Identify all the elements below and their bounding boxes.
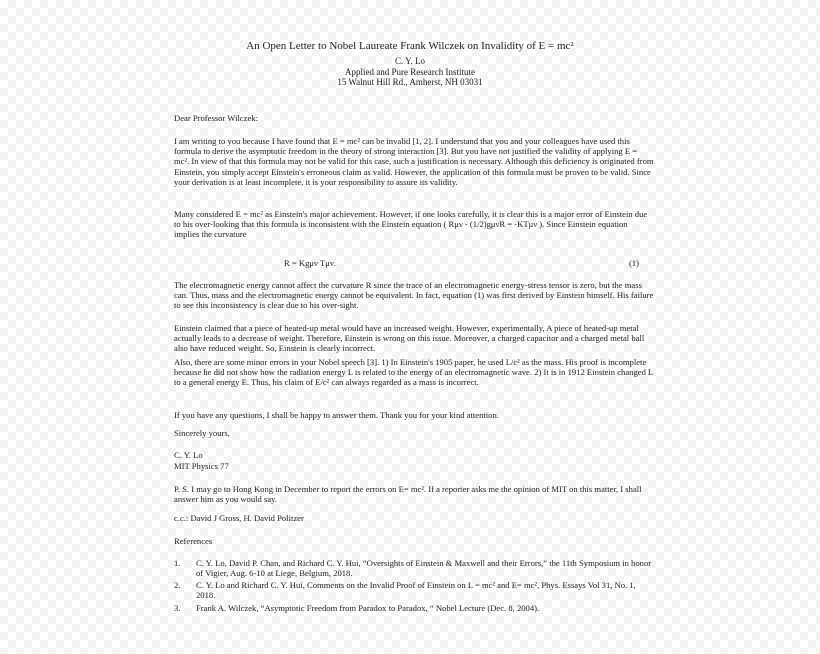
reference-text: Frank A. Wilczek, “Asymptotic Freedom from Paradox to Paradox, “ Nobel Lecture (Dec. 8, 2004). [196, 603, 540, 613]
cc-line: c.c.: David J Gross, H. David Politzer [174, 513, 304, 523]
paragraph-3: The electromagnetic energy cannot affect the curvature R since the trace of an electromagnetic energy-stress tensor is zero, but the mass can. Thus, mass and the electromagnetic energy cannot be equivalent. In fact, equation (1) was first derived by Einstein himself. His failure to see this inconsistency is clear due to his over-sight. [174, 280, 654, 311]
letter-title: An Open Letter to Nobel Laureate Frank Wilczek on Invalidity of E = mc² [246, 40, 574, 52]
reference-text: C. Y. Lo and Richard C. Y. Hui, Comments on the Invalid Proof of Einstein on L = mc² and E= mc², Phys. Essays Vol 31, No. 1, 2018. [196, 580, 636, 601]
institute-name: Applied and Pure Research Institute [345, 67, 475, 77]
postscript: P. S. I may go to Hong Kong in December to report the errors on E= mc². If a reporter asks me the opinion of MIT on this matter, I shall answer him as you would say. [174, 484, 642, 505]
equation: R = Kgμν Tμν. [284, 258, 336, 268]
equation-number: (1) [629, 258, 640, 268]
signature-name: C. Y. Lo [174, 450, 203, 460]
reference-number: 1. [174, 558, 181, 568]
paragraph-5: Also, there are some minor errors in your Nobel speech [3]. 1) In Einstein's 1905 paper, he used L/c² as the mass. His proof is incomplete because he did not show how the radiation energy L is related to the energy of an electromagnetic wave. 2) It is in 1912 Einstein changed L to a general energy E. Thus, his claim of E/c² can always regarded as a mass is incorrect. [174, 357, 653, 388]
paragraph-6: If you have any questions, I shall be happy to answer them. Thank you for your kind attention. [174, 410, 499, 420]
paragraph-4: Einstein claimed that a piece of heated-up metal would have an increased weight. However, experimentally, A piece of heated-up metal actually leads to a decrease of weight. Therefore, Einstein is wrong on this issue. Moreover, a charged capacitor and a charged metal ball also have reduced weight. So, Einstein is clearly incorrect. [174, 323, 645, 354]
signature-affiliation: MIT Physics 77 [174, 461, 229, 471]
reference-number: 2. [174, 580, 181, 590]
institute-address: 15 Walnut Hill Rd., Amherst, NH 03031 [337, 77, 483, 87]
author-name: C. Y. Lo [394, 56, 425, 66]
closing: Sincerely yours, [174, 428, 230, 438]
reference-text: C. Y. Lo, David P. Chan, and Richard C. Y. Hui, “Oversights of Einstein & Maxwell and their Errors,” the 11th Symposium in honor of Vigier, Aug. 6-10 at Liege, Belgium, 2018. [196, 558, 652, 579]
paragraph-1: I am writing to you because I have found that E = mc² can be invalid [1, 2]. I understand that you and your colleagues have used this formula to derive the asymptotic freedom in the theory of strong interaction [3]. But you have not justified the validity of applying E = mc². In view of that this formula may not be valid for this case, such a justification is necessary. Although this deficiency is originated from Einstein, you simply accept Einstein's erroneous claim as valid. However, the application of this formula must be proven to be valid. Since your derivation is at least incomplete, it is your responsibility to assure its validity. [174, 136, 654, 187]
reference-number: 3. [174, 603, 181, 613]
salutation: Dear Professor Wilczek: [174, 113, 258, 123]
paragraph-2: Many considered E = mc² as Einstein's major achievement. However, if one looks carefully, it is clear this is a major error of Einstein due to his over-looking that this formula is inconsistent with the Einstein equation ( Rμν - (1/2)gμνR = -KTμν ). Since Einstein equation implies the curvature [174, 209, 648, 240]
references-heading: References [174, 536, 213, 546]
